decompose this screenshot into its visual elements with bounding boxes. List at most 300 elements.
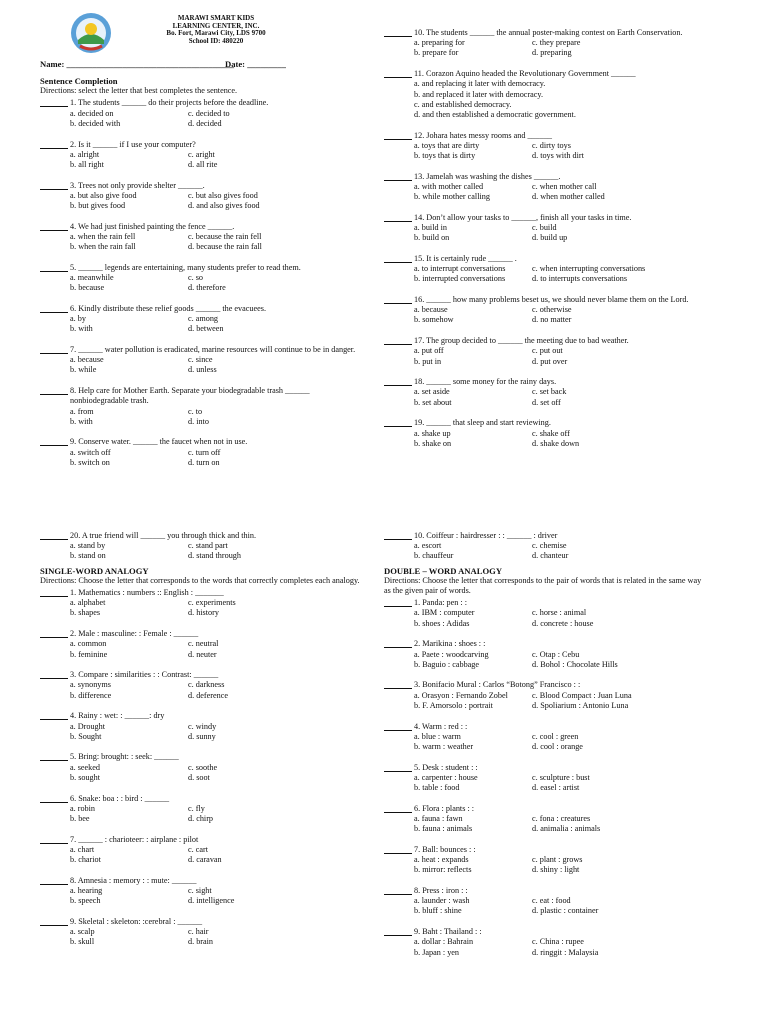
option-a[interactable]: a. synonyms [70, 680, 111, 690]
option-a[interactable]: a. decided on [70, 108, 114, 118]
option-b[interactable]: b. chauffeur [414, 551, 454, 561]
options-grid [414, 387, 704, 407]
option-d[interactable]: d. sunny [188, 731, 216, 741]
option-b[interactable]: b. fauna : animals [414, 824, 473, 834]
options-grid [414, 182, 704, 202]
question-text: 4. We had just finished painting the fence ______. [70, 221, 235, 231]
option-c[interactable]: c. hair [188, 927, 209, 937]
option-a[interactable]: a. chart [70, 844, 95, 854]
option-b[interactable]: b. table : food [414, 783, 460, 793]
answer-blank[interactable] [40, 670, 68, 679]
option-a[interactable]: a. hearing [70, 885, 103, 895]
option-d[interactable]: d. animalia : animals [532, 824, 601, 834]
question-item [40, 531, 360, 562]
option-b[interactable]: b. build on [414, 233, 450, 243]
options-grid [70, 722, 360, 742]
single-analogy-title: SINGLE-WORD ANALOGY [40, 565, 149, 576]
option-c[interactable]: c. stand part [188, 541, 228, 551]
option-a[interactable]: a. stand by [70, 541, 106, 551]
option-b[interactable]: b. bluff : shine [414, 906, 462, 916]
options-grid [414, 896, 704, 916]
question-text: 11. Corazon Aquino headed the Revolutionary Government ______ [414, 69, 636, 79]
option-c[interactable]: c. sight [188, 885, 212, 895]
question-text: 9. Skeletal : skeleton: :cerebral : ______ [70, 916, 203, 926]
option-a[interactable]: a. from [70, 406, 94, 416]
option-d[interactable]: d. caravan [188, 855, 222, 865]
options-grid [70, 598, 360, 618]
options-grid [70, 448, 360, 468]
option-b[interactable]: b. shapes [70, 608, 101, 618]
option-a[interactable]: a. IBM : computer [414, 608, 475, 618]
option-b[interactable]: b. with [70, 324, 93, 334]
question-list [40, 98, 360, 468]
question-text: 19. ______ that sleep and start reviewing. [414, 418, 551, 428]
answer-blank[interactable] [40, 222, 68, 231]
answer-blank[interactable] [40, 98, 68, 107]
question-item [384, 845, 704, 876]
answer-blank[interactable] [384, 69, 412, 78]
question-item [384, 69, 704, 120]
options-grid [70, 232, 360, 252]
option-b[interactable]: b. prepare for [414, 48, 459, 58]
option-d[interactable]: d. no matter [532, 315, 572, 325]
option-a[interactable]: a. and replacing it later with democracy. [414, 79, 546, 89]
options-grid [414, 650, 704, 670]
option-a[interactable]: a. escort [414, 541, 442, 551]
lower-left-column [40, 531, 360, 958]
option-c[interactable]: c. when interrupting conversations [532, 264, 646, 274]
option-c[interactable]: c. China : rupee [532, 937, 584, 947]
question-text: 2. Is it ______ if I use your computer? [70, 139, 196, 149]
option-b[interactable]: b. toys that is dirty [414, 151, 476, 161]
answer-blank[interactable] [40, 835, 68, 844]
options-grid [414, 429, 704, 449]
option-d[interactable]: d. put over [532, 356, 568, 366]
option-b[interactable]: b. sought [70, 772, 101, 782]
option-b[interactable]: b. decided with [70, 118, 121, 128]
option-c[interactable]: c. fona : creatures [532, 813, 591, 823]
question-item [40, 670, 360, 701]
option-b[interactable]: b. but gives food [70, 201, 126, 211]
options-grid [70, 407, 360, 427]
question-item [40, 263, 360, 294]
option-c[interactable]: c. so [188, 273, 204, 283]
question-item [384, 172, 704, 203]
question-text: 8. Press : iron : : [414, 885, 468, 895]
school-info [136, 15, 296, 45]
option-c[interactable]: c. eat : food [532, 896, 571, 906]
answer-blank[interactable] [384, 804, 412, 813]
question-text: 5. ______ legends are entertaining, many students prefer to read them. [70, 262, 301, 272]
answer-blank[interactable] [40, 140, 68, 149]
options-grid [414, 773, 704, 793]
name-field[interactable]: Name: _______________________________________ [40, 59, 235, 69]
option-b[interactable]: b. put in [414, 356, 442, 366]
option-a[interactable]: a. Orasyon : Fernando Zobel [414, 690, 508, 700]
option-d[interactable]: d. shiny : light [532, 865, 580, 875]
option-b[interactable]: b. because [70, 283, 105, 293]
option-b[interactable]: b. while [70, 365, 97, 375]
option-a[interactable]: a. when the rain fell [70, 231, 136, 241]
option-a[interactable]: a. heat : expands [414, 855, 469, 865]
answer-blank[interactable] [384, 213, 412, 222]
option-c[interactable]: c. experiments [188, 598, 236, 608]
school-name-line1: MARAWI SMART KIDS [177, 14, 255, 22]
question-text: 15. It is certainly rude ______ . [414, 253, 517, 263]
question-item [40, 98, 360, 129]
option-d[interactable]: d. unless [188, 365, 217, 375]
question-text: 7. ______ : charioteer: : airplane : pilot [70, 834, 199, 844]
option-c[interactable]: c. decided to [188, 108, 230, 118]
single-analogy-directions: Directions: Choose the letter that corresponds to the words that correctly completes each analogy. [40, 575, 360, 585]
question-item [40, 345, 360, 376]
question-item [384, 763, 704, 794]
answer-blank[interactable] [40, 917, 68, 926]
date-field[interactable]: Date: _________ [225, 59, 286, 69]
options-grid [414, 346, 704, 366]
answer-blank[interactable] [384, 172, 412, 181]
option-a[interactable]: a. by [70, 314, 86, 324]
question-item [40, 588, 360, 619]
option-d[interactable]: d. soot [188, 772, 210, 782]
option-d[interactable]: d. chanteur [532, 551, 569, 561]
answer-blank[interactable] [40, 345, 68, 354]
option-b[interactable]: b. shake on [414, 438, 452, 448]
answer-blank[interactable] [40, 588, 68, 597]
answer-blank[interactable] [40, 711, 68, 720]
question-text: 3. Compare : similarities : : Contrast: ______ [70, 670, 219, 680]
option-c[interactable]: c. put out [532, 346, 563, 356]
question-item [40, 437, 360, 468]
option-d[interactable]: d. brain [188, 937, 214, 947]
school-id: School ID: 480220 [188, 36, 244, 45]
question-text: 5. Desk : student : : [414, 762, 478, 772]
options-grid [414, 937, 704, 957]
option-a[interactable]: a. toys that are dirty [414, 140, 480, 150]
option-b[interactable]: b. bee [70, 813, 90, 823]
option-b[interactable]: b. when the rain fall [70, 242, 136, 252]
option-a[interactable]: a. with mother called [414, 181, 484, 191]
question-text: 2. Male : masculine: : Female : ______ [70, 629, 199, 639]
option-c[interactable]: c. among [188, 314, 219, 324]
option-d[interactable]: d. Spoliarium : Antonio Luna [532, 700, 629, 710]
question-text: 13. Jamelah was washing the dishes ______. [414, 171, 561, 181]
option-c[interactable]: c. cool : green [532, 731, 579, 741]
option-d[interactable]: d. easel : artist [532, 783, 580, 793]
answer-blank[interactable] [384, 722, 412, 731]
option-c[interactable]: c. build [532, 223, 557, 233]
option-a[interactable]: a. blue : warm [414, 731, 461, 741]
question-text: 4. Rainy : wet: : ______: dry [70, 711, 165, 721]
option-b[interactable]: b. difference [70, 690, 112, 700]
option-a[interactable]: a. switch off [70, 447, 111, 457]
option-a[interactable]: a. alright [70, 149, 100, 159]
option-b[interactable]: b. while mother calling [414, 192, 490, 202]
question-item [384, 598, 704, 629]
option-d[interactable]: d. build up [532, 233, 568, 243]
option-c[interactable]: c. set back [532, 387, 567, 397]
option-a[interactable]: a. meanwhile [70, 273, 114, 283]
question-item [384, 377, 704, 408]
option-d[interactable]: d. stand through [188, 551, 241, 561]
options-grid [70, 804, 360, 824]
options-grid [414, 732, 704, 752]
option-c[interactable]: c. neutral [188, 639, 219, 649]
options-grid [414, 141, 704, 161]
question-text: 6. Snake: boa : : bird : ______ [70, 793, 170, 803]
double-analogy-title: DOUBLE – WORD ANALOGY [384, 565, 503, 576]
option-b[interactable]: b. all right [70, 159, 104, 169]
option-b[interactable]: b. somehow [414, 315, 454, 325]
question-item [384, 131, 704, 162]
question-item [384, 28, 704, 59]
option-a[interactable]: a. build in [414, 223, 447, 233]
question-item [40, 794, 360, 825]
sentence-completion-right [384, 28, 704, 460]
question-item [40, 629, 360, 660]
school-name-line2: LEARNING CENTER, INC. [172, 21, 260, 30]
option-c[interactable]: c. to [188, 406, 203, 416]
option-c[interactable]: c. sculpture : bust [532, 772, 590, 782]
option-d[interactable]: d. when mother called [532, 192, 605, 202]
option-d[interactable]: d. history [188, 608, 219, 618]
option-a[interactable]: a. launder : wash [414, 896, 470, 906]
lower-right-column [384, 531, 704, 968]
options-grid [70, 355, 360, 375]
question-text: 1. The students ______ do their projects before the deadline. [70, 98, 269, 108]
question-list [384, 598, 704, 957]
option-c[interactable]: c. when mother call [532, 181, 597, 191]
option-d[interactable]: d. deference [188, 690, 228, 700]
answer-blank[interactable] [40, 876, 68, 885]
answer-blank[interactable] [40, 304, 68, 313]
option-c[interactable]: c. they prepare [532, 38, 581, 48]
option-a[interactable]: a. carpenter : house [414, 772, 478, 782]
option-b[interactable]: b. set about [414, 397, 452, 407]
option-b[interactable]: b. warm : weather [414, 741, 474, 751]
option-b[interactable]: b. Japan : yen [414, 947, 460, 957]
option-d[interactable]: d. and then established a democratic government. [414, 109, 576, 119]
option-d[interactable]: d. preparing [532, 48, 572, 58]
option-b[interactable]: b. shoes : Adidas [414, 618, 470, 628]
option-d[interactable]: d. toys with dirt [532, 151, 584, 161]
question-text: 3. Bonifacio Mural : Carlos “Botong” Francisco : : [414, 680, 581, 690]
option-d[interactable]: d. chirp [188, 813, 214, 823]
option-a[interactable]: a. but also give food [70, 190, 137, 200]
question-text: 10. Coiffeur : hairdresser : : ______ : driver [414, 531, 558, 540]
question-item [384, 254, 704, 285]
options-grid [414, 814, 704, 834]
options-grid [414, 855, 704, 875]
question-item [40, 917, 360, 948]
option-b[interactable]: b. Sought [70, 731, 102, 741]
option-d[interactable]: d. into [188, 416, 209, 426]
option-c[interactable]: c. otherwise [532, 305, 572, 315]
question-text: 16. ______ how many problems beset us, we should never blame them on the Lord. [414, 295, 689, 305]
answer-blank[interactable] [384, 763, 412, 772]
answer-blank[interactable] [384, 295, 412, 304]
question-item [40, 386, 360, 427]
option-d[interactable]: d. to interrupts conversations [532, 274, 628, 284]
option-b[interactable]: b. chariot [70, 855, 101, 865]
option-b[interactable]: b. with [70, 416, 93, 426]
school-header [70, 12, 270, 54]
option-c[interactable]: c. dirty toys [532, 140, 571, 150]
answer-blank[interactable] [384, 254, 412, 263]
option-a[interactable]: a. preparing for [414, 38, 465, 48]
answer-blank[interactable] [384, 639, 412, 648]
option-a[interactable]: a. dollar : Bahrain [414, 937, 474, 947]
option-c[interactable]: c. aright [188, 149, 215, 159]
option-c[interactable]: c. fly [188, 803, 205, 813]
options-grid [70, 191, 360, 211]
option-a[interactable]: a. put off [414, 346, 444, 356]
question-text: 20. A true friend will ______ you through thick and thin. [70, 531, 257, 540]
option-c[interactable]: c. but also gives food [188, 190, 258, 200]
option-a[interactable]: a. because [70, 355, 104, 365]
answer-blank[interactable] [384, 28, 412, 37]
options-grid [70, 109, 360, 129]
option-b[interactable]: b. interrupted conversations [414, 274, 506, 284]
option-c[interactable]: c. Blood Compact : Juan Luna [532, 690, 632, 700]
option-d[interactable]: d. because the rain fall [188, 242, 262, 252]
option-a[interactable]: a. Paete : woodcarving [414, 649, 489, 659]
answer-blank[interactable] [384, 531, 412, 540]
option-b[interactable]: b. F. Amorsolo : portrait [414, 700, 493, 710]
answer-blank[interactable] [384, 927, 412, 936]
question-item [384, 336, 704, 367]
answer-blank[interactable] [384, 598, 412, 607]
option-a[interactable]: a. Drought [70, 721, 106, 731]
answer-blank[interactable] [40, 752, 68, 761]
answer-blank[interactable] [40, 794, 68, 803]
question-text: 6. Kindly distribute these relief goods ______ the evacuees. [70, 303, 266, 313]
option-d[interactable]: d. and also gives food [188, 201, 260, 211]
option-a[interactable]: a. robin [70, 803, 96, 813]
answer-blank[interactable] [384, 336, 412, 345]
options-grid [70, 314, 360, 334]
question-item [384, 722, 704, 753]
option-d[interactable]: d. set off [532, 397, 561, 407]
option-c[interactable]: c. turn off [188, 447, 221, 457]
question-item [40, 711, 360, 742]
answer-blank[interactable] [40, 531, 68, 540]
option-d[interactable]: d. turn on [188, 457, 220, 467]
question-list [384, 531, 704, 562]
option-d[interactable]: d. intelligence [188, 896, 235, 906]
option-b[interactable]: b. switch on [70, 457, 110, 467]
question-item [384, 418, 704, 449]
option-b[interactable]: b. feminine [70, 649, 108, 659]
option-c[interactable]: c. since [188, 355, 213, 365]
option-a[interactable]: a. common [70, 639, 107, 649]
option-a[interactable]: a. scalp [70, 927, 95, 937]
options-grid [414, 541, 704, 561]
options-grid [70, 680, 360, 700]
option-d[interactable]: d. concrete : house [532, 618, 594, 628]
answer-blank[interactable] [384, 680, 412, 689]
option-c[interactable]: c. chemise [532, 541, 567, 551]
option-d[interactable]: d. between [188, 324, 224, 334]
question-text: 5. Bring: brought: : seek: ______ [70, 752, 179, 762]
option-a[interactable]: a. to interrupt conversations [414, 264, 506, 274]
option-d[interactable]: d. shake down [532, 438, 580, 448]
option-c[interactable]: c. plant : grows [532, 855, 583, 865]
option-b[interactable]: b. and replaced it later with democracy. [414, 89, 544, 99]
answer-blank[interactable] [40, 437, 68, 446]
option-c[interactable]: c. soothe [188, 762, 218, 772]
question-list [40, 531, 360, 562]
question-text: 12. Johara hates messy rooms and ______ [414, 130, 553, 140]
option-b[interactable]: b. stand on [70, 551, 106, 561]
answer-blank[interactable] [40, 629, 68, 638]
answer-blank[interactable] [384, 418, 412, 427]
answer-blank[interactable] [40, 386, 68, 395]
question-item [40, 181, 360, 212]
option-c[interactable]: c. windy [188, 721, 217, 731]
option-a[interactable]: a. set aside [414, 387, 450, 397]
option-d[interactable]: d. all rite [188, 159, 218, 169]
question-item [40, 222, 360, 253]
sentence-completion-left [40, 76, 360, 479]
option-d[interactable]: d. cool : orange [532, 741, 583, 751]
question-item [40, 304, 360, 335]
option-c[interactable]: c. cart [188, 844, 208, 854]
answer-blank[interactable] [40, 181, 68, 190]
option-b[interactable]: b. Baguio : cabbage [414, 659, 480, 669]
option-a[interactable]: a. fauna : fawn [414, 813, 463, 823]
question-text: 9. Conserve water. ______ the faucet when not in use. [70, 437, 248, 447]
answer-blank[interactable] [384, 886, 412, 895]
option-d[interactable]: d. plastic : container [532, 906, 599, 916]
option-b[interactable]: b. skull [70, 937, 95, 947]
option-c[interactable]: c. horse : animal [532, 608, 587, 618]
option-a[interactable]: a. alphabet [70, 598, 106, 608]
option-c[interactable]: c. darkness [188, 680, 225, 690]
question-text: 8. Help care for Mother Earth. Separate your biodegradable trash ______ nonbiodegradable trash. [70, 386, 310, 406]
question-text: 17. The group decided to ______ the meeting due to bad weather. [414, 336, 629, 346]
answer-blank[interactable] [384, 131, 412, 140]
option-c[interactable]: c. and established democracy. [414, 99, 512, 109]
option-b[interactable]: b. mirror: reflects [414, 865, 472, 875]
options-grid [414, 305, 704, 325]
option-c[interactable]: c. because the rain fell [188, 231, 262, 241]
question-list [384, 28, 704, 449]
question-text: 10. The students ______ the annual poster-making contest on Earth Conservation. [414, 28, 683, 37]
question-item [384, 886, 704, 917]
option-a[interactable]: a. seeked [70, 762, 101, 772]
option-d[interactable]: d. neuter [188, 649, 217, 659]
answer-blank[interactable] [384, 377, 412, 386]
option-c[interactable]: c. Otap : Cebu [532, 649, 580, 659]
option-d[interactable]: d. ringgit : Malaysia [532, 947, 599, 957]
option-a[interactable]: a. because [414, 305, 448, 315]
question-text: 3. Trees not only provide shelter ______. [70, 180, 205, 190]
option-d[interactable]: d. decided [188, 118, 222, 128]
answer-blank[interactable] [384, 845, 412, 854]
question-item [384, 927, 704, 958]
options-grid [70, 273, 360, 293]
option-c[interactable]: c. shake off [532, 428, 570, 438]
options-grid [414, 608, 704, 628]
answer-blank[interactable] [40, 263, 68, 272]
option-d[interactable]: d. therefore [188, 283, 226, 293]
option-b[interactable]: b. speech [70, 896, 101, 906]
options-grid [70, 639, 360, 659]
options-grid [70, 763, 360, 783]
option-d[interactable]: d. Bohol : Chocolate Hills [532, 659, 618, 669]
option-a[interactable]: a. shake up [414, 428, 451, 438]
